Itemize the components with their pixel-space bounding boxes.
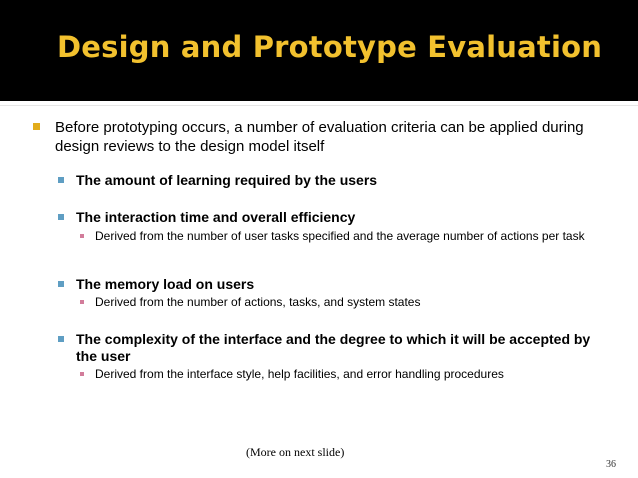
criterion-label: The amount of learning required by the users: [76, 172, 378, 188]
criterion-item: [58, 331, 608, 365]
criterion-item: [58, 172, 608, 189]
criterion-detail-text: Derived from the number of actions, tasks, and system states: [95, 295, 421, 309]
slide-title: Design and Prototype Evaluation: [57, 30, 603, 64]
criterion-label: The complexity of the interface and the degree to which it will be accepted by the user: [76, 331, 591, 364]
criterion-detail-text: Derived from the number of user tasks specified and the average number of actions per task: [95, 229, 585, 243]
criterion-detail: [80, 295, 610, 309]
square-bullet-icon: [33, 123, 40, 130]
criterion-label: The memory load on users: [76, 276, 255, 292]
title-bar: [0, 0, 638, 101]
footnote: (More on next slide): [246, 445, 345, 459]
criterion-detail-text: Derived from the interface style, help facilities, and error handling procedures: [95, 367, 504, 381]
square-bullet-icon: [58, 281, 64, 287]
square-bullet-icon: [80, 234, 84, 238]
intro-item: [33, 118, 603, 156]
square-bullet-icon: [58, 214, 64, 220]
page-number: 36: [606, 459, 616, 470]
criterion-item: [58, 276, 608, 293]
title-divider: [0, 101, 638, 106]
criterion-item: [58, 209, 608, 226]
criterion-detail: [80, 367, 610, 381]
criterion-label: The interaction time and overall efficiency: [76, 209, 356, 225]
square-bullet-icon: [58, 177, 64, 183]
square-bullet-icon: [58, 336, 64, 342]
square-bullet-icon: [80, 372, 84, 376]
criterion-detail: [80, 229, 610, 243]
intro-text: Before prototyping occurs, a number of evaluation criteria can be applied during design reviews to the design model itself: [55, 119, 584, 155]
square-bullet-icon: [80, 300, 84, 304]
